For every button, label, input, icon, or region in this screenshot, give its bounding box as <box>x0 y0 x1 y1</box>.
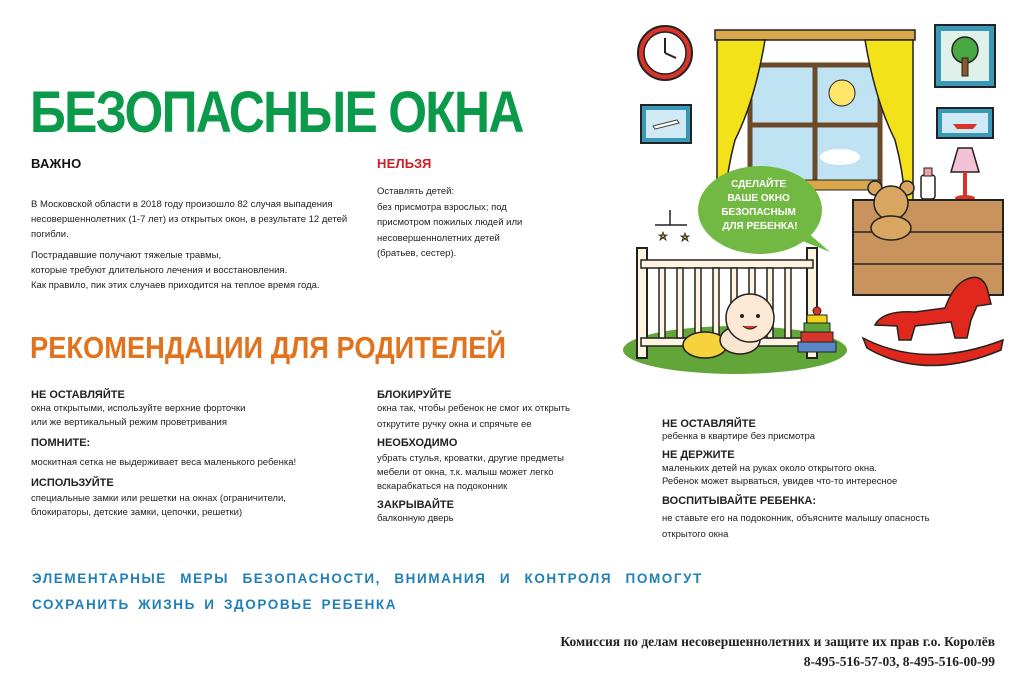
stacking-toy-icon <box>798 307 836 352</box>
forbidden-line: несовершеннолетних детей <box>377 232 500 244</box>
rec-item-text: вскарабкаться на подоконник <box>377 481 508 492</box>
page-title: БЕЗОПАСНЫЕ ОКНА <box>30 80 523 145</box>
forbidden-heading: НЕЛЬЗЯ <box>377 156 432 171</box>
important-line: которые требуют длительного лечения и восстановления. <box>31 265 288 276</box>
rec-item <box>31 436 296 470</box>
recommendation-column-2 <box>377 388 570 526</box>
rec-item-text: мебели от окна, т.к. малыш может легко <box>377 467 554 478</box>
tree-picture-icon <box>935 25 995 87</box>
boat-picture-icon <box>937 108 993 138</box>
rec-item-heading: ВОСПИТЫВАЙТЕ РЕБЕНКА: <box>662 495 817 507</box>
rec-item-text: москитная сетка не выдерживает веса маленького ребенка! <box>31 457 297 468</box>
slogan-line-1: ЭЛЕМЕНТАРНЫЕ МЕРЫ БЕЗОПАСНОСТИ, ВНИМАНИЯ И КОНТРОЛЯ ПОМОГУТ <box>32 571 703 586</box>
rec-item-text: Ребенок может вырваться, увидев что-то интересное <box>662 476 898 487</box>
nursery-illustration <box>615 20 1020 390</box>
forbidden-text <box>377 184 522 262</box>
important-line: Как правило, пик этих случаев приходится на теплое время года. <box>31 280 320 291</box>
rec-item-heading: ИСПОЛЬЗУЙТЕ <box>31 477 114 489</box>
rec-item <box>377 498 570 526</box>
recommendations-heading: РЕКОМЕНДАЦИИ ДЛЯ РОДИТЕЛЕЙ <box>30 330 507 365</box>
rec-item-heading: НЕОБХОДИМО <box>377 437 458 449</box>
important-line: погибли. <box>31 229 69 240</box>
rec-item-text: маленьких детей на руках около открытого окна. <box>662 463 878 474</box>
forbidden-line: присмотром пожилых людей или <box>377 217 523 228</box>
airplane-picture-icon <box>641 105 691 143</box>
rec-item-text: балконную дверь <box>377 513 454 524</box>
important-heading: ВАЖНО <box>31 156 82 171</box>
bubble-line: ВАШЕ ОКНО <box>727 193 790 204</box>
commission-name: Комиссия по делам несовершеннолетних и защите их прав г.о. Королёв <box>560 634 995 649</box>
important-text-2 <box>31 248 320 293</box>
rec-item <box>31 388 296 430</box>
recommendation-column-3 <box>662 417 930 542</box>
rec-item <box>377 436 570 494</box>
rec-item <box>662 494 930 542</box>
rec-item <box>662 448 930 488</box>
recommendation-column-1 <box>31 388 296 520</box>
rec-item-heading: НЕ ОСТАВЛЯЙТЕ <box>662 418 756 430</box>
bubble-line: ДЛЯ РЕБЕНКА! <box>722 221 798 232</box>
clock-icon <box>638 26 692 80</box>
rec-item-text: открутите ручку окна и спрячьте ее <box>377 419 532 430</box>
forbidden-line: без присмотра взрослых; под <box>377 201 507 213</box>
mobile-toy-icon <box>655 210 689 241</box>
rec-item <box>31 476 296 520</box>
rec-item-text: ребенка в квартире без присмотра <box>662 431 816 442</box>
slogan-line-2: СОХРАНИТЬ ЖИЗНЬ И ЗДОРОВЬЕ РЕБЕНКА <box>32 597 398 612</box>
forbidden-line: Оставлять детей: <box>377 186 455 197</box>
rec-item-text: окна так, чтобы ребенок не смог их открыть <box>377 403 570 414</box>
rec-item-text: или же вертикальный режим проветривания <box>31 417 227 428</box>
important-text <box>31 197 347 242</box>
rec-item-text: убрать стулья, кроватки, другие предметы <box>377 453 564 464</box>
rec-item-text: не ставьте его на подоконник, объясните малышу опасность <box>662 513 930 524</box>
bubble-line: БЕЗОПАСНЫМ <box>721 207 796 218</box>
rec-item-text: специальные замки или решетки на окнах (ограничители, <box>31 493 286 504</box>
rec-item-text: окна открытыми, используйте верхние форточки <box>31 403 246 414</box>
rec-item-text: открытого окна <box>662 529 729 540</box>
rec-item-heading: НЕ ОСТАВЛЯЙТЕ <box>31 389 125 401</box>
bubble-line: СДЕЛАЙТЕ <box>731 179 787 190</box>
rec-item-heading: НЕ ДЕРЖИТЕ <box>662 449 735 461</box>
rec-item <box>377 388 570 432</box>
rec-item-heading: ЗАКРЫВАЙТЕ <box>377 499 454 511</box>
rec-item-text: блокираторы, детские замки, цепочки, решетки) <box>31 507 243 518</box>
important-line: несовершеннолетних (1-7 лет) из открытых окон, в результате 12 детей <box>31 214 348 225</box>
important-line: В Московской области в 2018 году произошло 82 случая выпадения <box>31 199 333 210</box>
baby-bottle-icon <box>921 168 935 199</box>
rec-item <box>662 417 930 442</box>
phone-numbers: 8-495-516-57-03, 8-495-516-00-99 <box>803 654 995 669</box>
lamp-icon <box>951 148 979 201</box>
rec-item-heading: БЛОКИРУЙТЕ <box>377 389 452 401</box>
important-line: Пострадавшие получают тяжелые травмы, <box>31 250 222 261</box>
rec-item-heading: ПОМНИТЕ: <box>31 437 91 449</box>
forbidden-line: (братьев, сестер). <box>377 248 457 259</box>
